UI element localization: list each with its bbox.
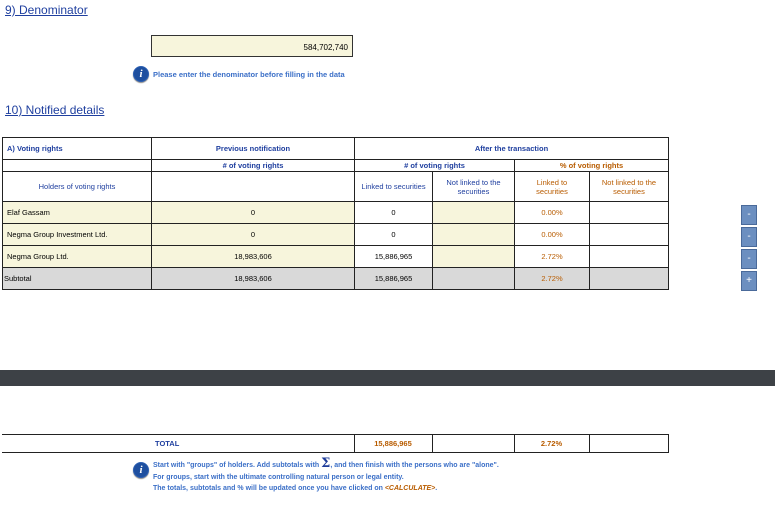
- total-pct-linked: 2.72%: [514, 435, 589, 453]
- previous-cell[interactable]: 0: [152, 202, 355, 224]
- denominator-hint: Please enter the denominator before filling in the data: [153, 70, 345, 79]
- total-table: [2, 434, 669, 453]
- total-pct-not-linked: [589, 435, 668, 453]
- pct-linked-cell: 2.72%: [515, 246, 590, 268]
- total-not-linked: [432, 435, 514, 453]
- after-transaction-header: After the transaction: [355, 138, 669, 160]
- subtotal-linked: 15,886,965: [355, 268, 433, 290]
- not-linked-cell[interactable]: [433, 246, 515, 268]
- linked-header: Linked to securities: [355, 172, 433, 202]
- previous-cell[interactable]: 18,983,606: [152, 246, 355, 268]
- pct-voting-rights-header: % of voting rights: [515, 160, 669, 172]
- pct-not-linked-header: Not linked to the securities: [590, 172, 669, 202]
- subtotal-previous: 18,983,606: [152, 268, 355, 290]
- note-line2: For groups, start with the ultimate controlling natural person or legal entity.: [153, 473, 404, 481]
- sigma-icon: Σ: [321, 456, 331, 471]
- total-row: [2, 435, 668, 453]
- table-row: [3, 202, 669, 224]
- linked-cell[interactable]: 0: [355, 202, 433, 224]
- remove-row-button[interactable]: -: [741, 227, 757, 247]
- voting-rights-label: A) Voting rights: [3, 138, 152, 160]
- pct-linked-cell: 0.00%: [515, 202, 590, 224]
- subtotal-not-linked: [433, 268, 515, 290]
- table-row: [3, 224, 669, 246]
- empty-cell: [152, 172, 355, 202]
- pct-not-linked-cell: [590, 246, 669, 268]
- note-line1-b: , and then finish with the persons who are "alone".: [330, 462, 499, 469]
- remove-row-button[interactable]: -: [741, 249, 757, 269]
- subtotal-pct-not-linked: [590, 268, 669, 290]
- info-icon: i: [133, 66, 149, 82]
- note-line3-a: The totals, subtotals and % will be updated once you have clicked on: [153, 485, 385, 492]
- subtotal-pct-linked: 2.72%: [515, 268, 590, 290]
- section-divider: [0, 370, 775, 386]
- num-voting-rights-after-header: # of voting rights: [355, 160, 515, 172]
- remove-row-button[interactable]: -: [741, 205, 757, 225]
- note-line3-c: .: [435, 485, 438, 492]
- subtotal-row: [3, 268, 669, 290]
- calculate-reference: <CALCULATE>: [384, 485, 436, 492]
- not-linked-cell[interactable]: [433, 224, 515, 246]
- holders-header: Holders of voting rights: [3, 172, 152, 202]
- not-linked-header: Not linked to the securities: [433, 172, 515, 202]
- num-voting-rights-header: # of voting rights: [152, 160, 355, 172]
- holder-cell[interactable]: Negma Group Ltd.: [3, 246, 152, 268]
- not-linked-cell[interactable]: [433, 202, 515, 224]
- holder-cell[interactable]: Negma Group Investment Ltd.: [3, 224, 152, 246]
- empty-cell: [2, 435, 151, 453]
- subtotal-label[interactable]: Subtotal: [3, 268, 152, 290]
- total-label: TOTAL: [151, 435, 354, 453]
- empty-cell: [3, 160, 152, 172]
- linked-cell[interactable]: 15,886,965: [355, 246, 433, 268]
- linked-cell[interactable]: 0: [355, 224, 433, 246]
- add-row-button[interactable]: +: [741, 271, 757, 291]
- notified-details-title: 10) Notified details: [5, 103, 105, 117]
- pct-not-linked-cell: [590, 202, 669, 224]
- info-icon: i: [133, 462, 149, 478]
- total-linked: 15,886,965: [354, 435, 432, 453]
- pct-not-linked-cell: [590, 224, 669, 246]
- denominator-input[interactable]: 584,702,740: [151, 35, 353, 57]
- pct-linked-header: Linked to securities: [515, 172, 590, 202]
- holder-cell[interactable]: Elaf Gassam: [3, 202, 152, 224]
- previous-notification-header: Previous notification: [152, 138, 355, 160]
- table-row: [3, 246, 669, 268]
- previous-cell[interactable]: 0: [152, 224, 355, 246]
- pct-linked-cell: 0.00%: [515, 224, 590, 246]
- note-line1-a: Start with "groups" of holders. Add subtotals with: [153, 462, 320, 469]
- instructions-note: [153, 458, 713, 495]
- denominator-title: 9) Denominator: [5, 3, 88, 17]
- voting-rights-table: [2, 137, 669, 290]
